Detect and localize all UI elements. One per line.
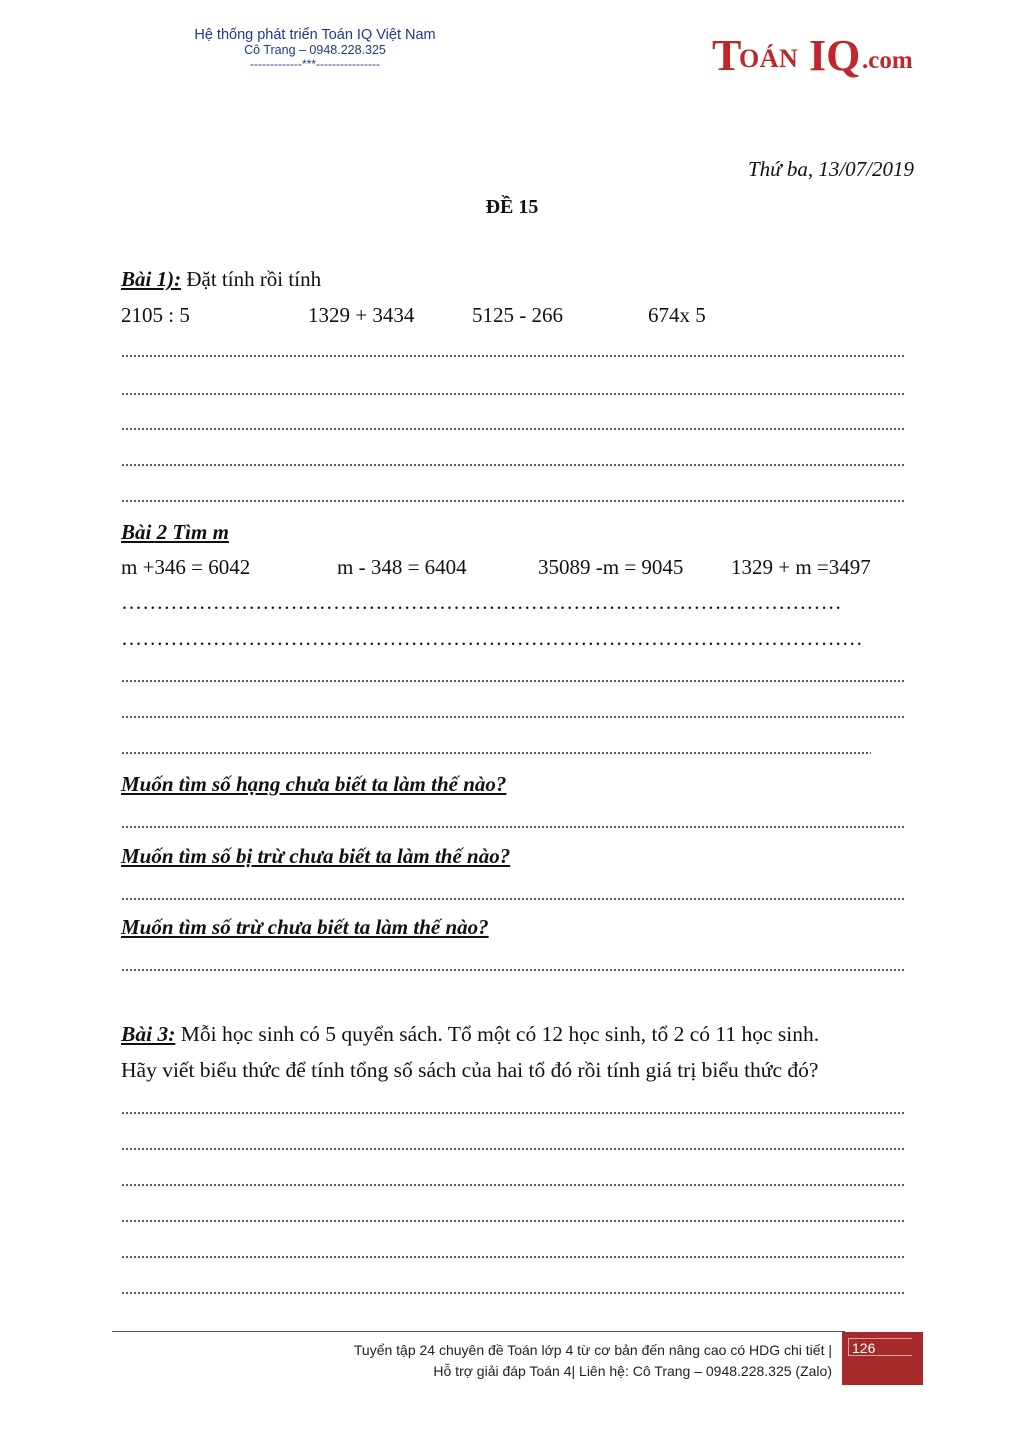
exercise-2-expr-2: m - 348 = 6404 (337, 555, 467, 579)
exercise-3-text-2: Hãy viết biểu thức để tính tổng số sách của hai tổ đó rồi tính giá trị biểu thức đó? (121, 1058, 819, 1082)
exercise-1-expr-4: 674x 5 (648, 303, 706, 327)
exercise-1-expr-2: 1329 + 3434 (308, 303, 415, 327)
exercise-1-heading: Bài 1): (121, 267, 182, 291)
logo-domain: .com (862, 47, 913, 74)
exercise-1-text: Đặt tính rồi tính (181, 267, 322, 291)
answer-line (121, 1112, 906, 1114)
answer-line (121, 1220, 906, 1222)
answer-line (121, 752, 871, 754)
organization-header (150, 27, 480, 71)
exercise-3-text-1: Mỗi học sinh có 5 quyển sách. Tổ một có 12 học sinh, tổ 2 có 11 học sinh. (175, 1022, 820, 1046)
question-subtrahend: Muốn tìm số trừ chưa biết ta làm thế nào? (121, 915, 489, 939)
org-contact: Cô Trang – 0948.228.325 (244, 43, 386, 57)
answer-line (121, 680, 906, 682)
logo-letter-t: T (712, 31, 742, 80)
answer-line (121, 716, 906, 718)
footer-divider (112, 1331, 845, 1332)
logo-letters-oan: OÁN (739, 44, 799, 73)
footer-line-1: Tuyển tập 24 chuyên đề Toán lớp 4 từ cơ bản đến nâng cao có HDG chi tiết | (353, 1342, 832, 1358)
answer-line (121, 826, 906, 828)
page-number: 126 (848, 1338, 912, 1356)
org-name: Hệ thống phát triển Toán IQ Việt Nam (194, 27, 436, 43)
answer-line (121, 1292, 906, 1294)
answer-line (121, 1148, 906, 1150)
exercise-2-expr-4: 1329 + m =3497 (731, 555, 871, 579)
answer-line (121, 355, 906, 357)
logo-letters-iq: IQ (809, 31, 861, 80)
exercise-3-heading: Bài 3: (121, 1022, 176, 1046)
footer-line-2: Hỗ trợ giải đáp Toán 4| Liên hệ: Cô Trang – 0948.228.325 (Zalo) (433, 1363, 832, 1379)
answer-line (121, 898, 906, 900)
toaniq-logo (712, 30, 912, 82)
exercise-2-expr-1: m +346 = 6042 (121, 555, 251, 579)
answer-line (121, 500, 906, 502)
question-minuend: Muốn tìm số bị trừ chưa biết ta làm thế nào? (121, 844, 511, 868)
worksheet-date: Thứ ba, 13/07/2019 (747, 157, 914, 181)
footer-text (354, 1340, 832, 1382)
question-addend: Muốn tìm số hạng chưa biết ta làm thế nào? (121, 772, 507, 796)
answer-line (121, 969, 906, 971)
answer-line (121, 393, 906, 395)
answer-ellipsis-line: …………………………………………………………………………………………… (121, 626, 863, 650)
exercise-1-prompt (121, 265, 321, 293)
exercise-2-heading: Bài 2 Tìm m (121, 520, 229, 544)
worksheet-title: ĐỀ 15 (485, 196, 539, 218)
answer-line (121, 428, 906, 430)
org-divider: -------------***---------------- (250, 57, 380, 71)
exercise-2-expr-3: 35089 -m = 9045 (538, 555, 684, 579)
answer-ellipsis-line: ………………………………………………………………………………………… (121, 590, 842, 614)
exercise-1-expr-3: 5125 - 266 (472, 303, 563, 327)
exercise-3-prompt (121, 1020, 819, 1048)
answer-line (121, 1256, 906, 1258)
answer-line (121, 1184, 906, 1186)
exercise-1-expr-1: 2105 : 5 (121, 303, 190, 327)
answer-line (121, 464, 906, 466)
